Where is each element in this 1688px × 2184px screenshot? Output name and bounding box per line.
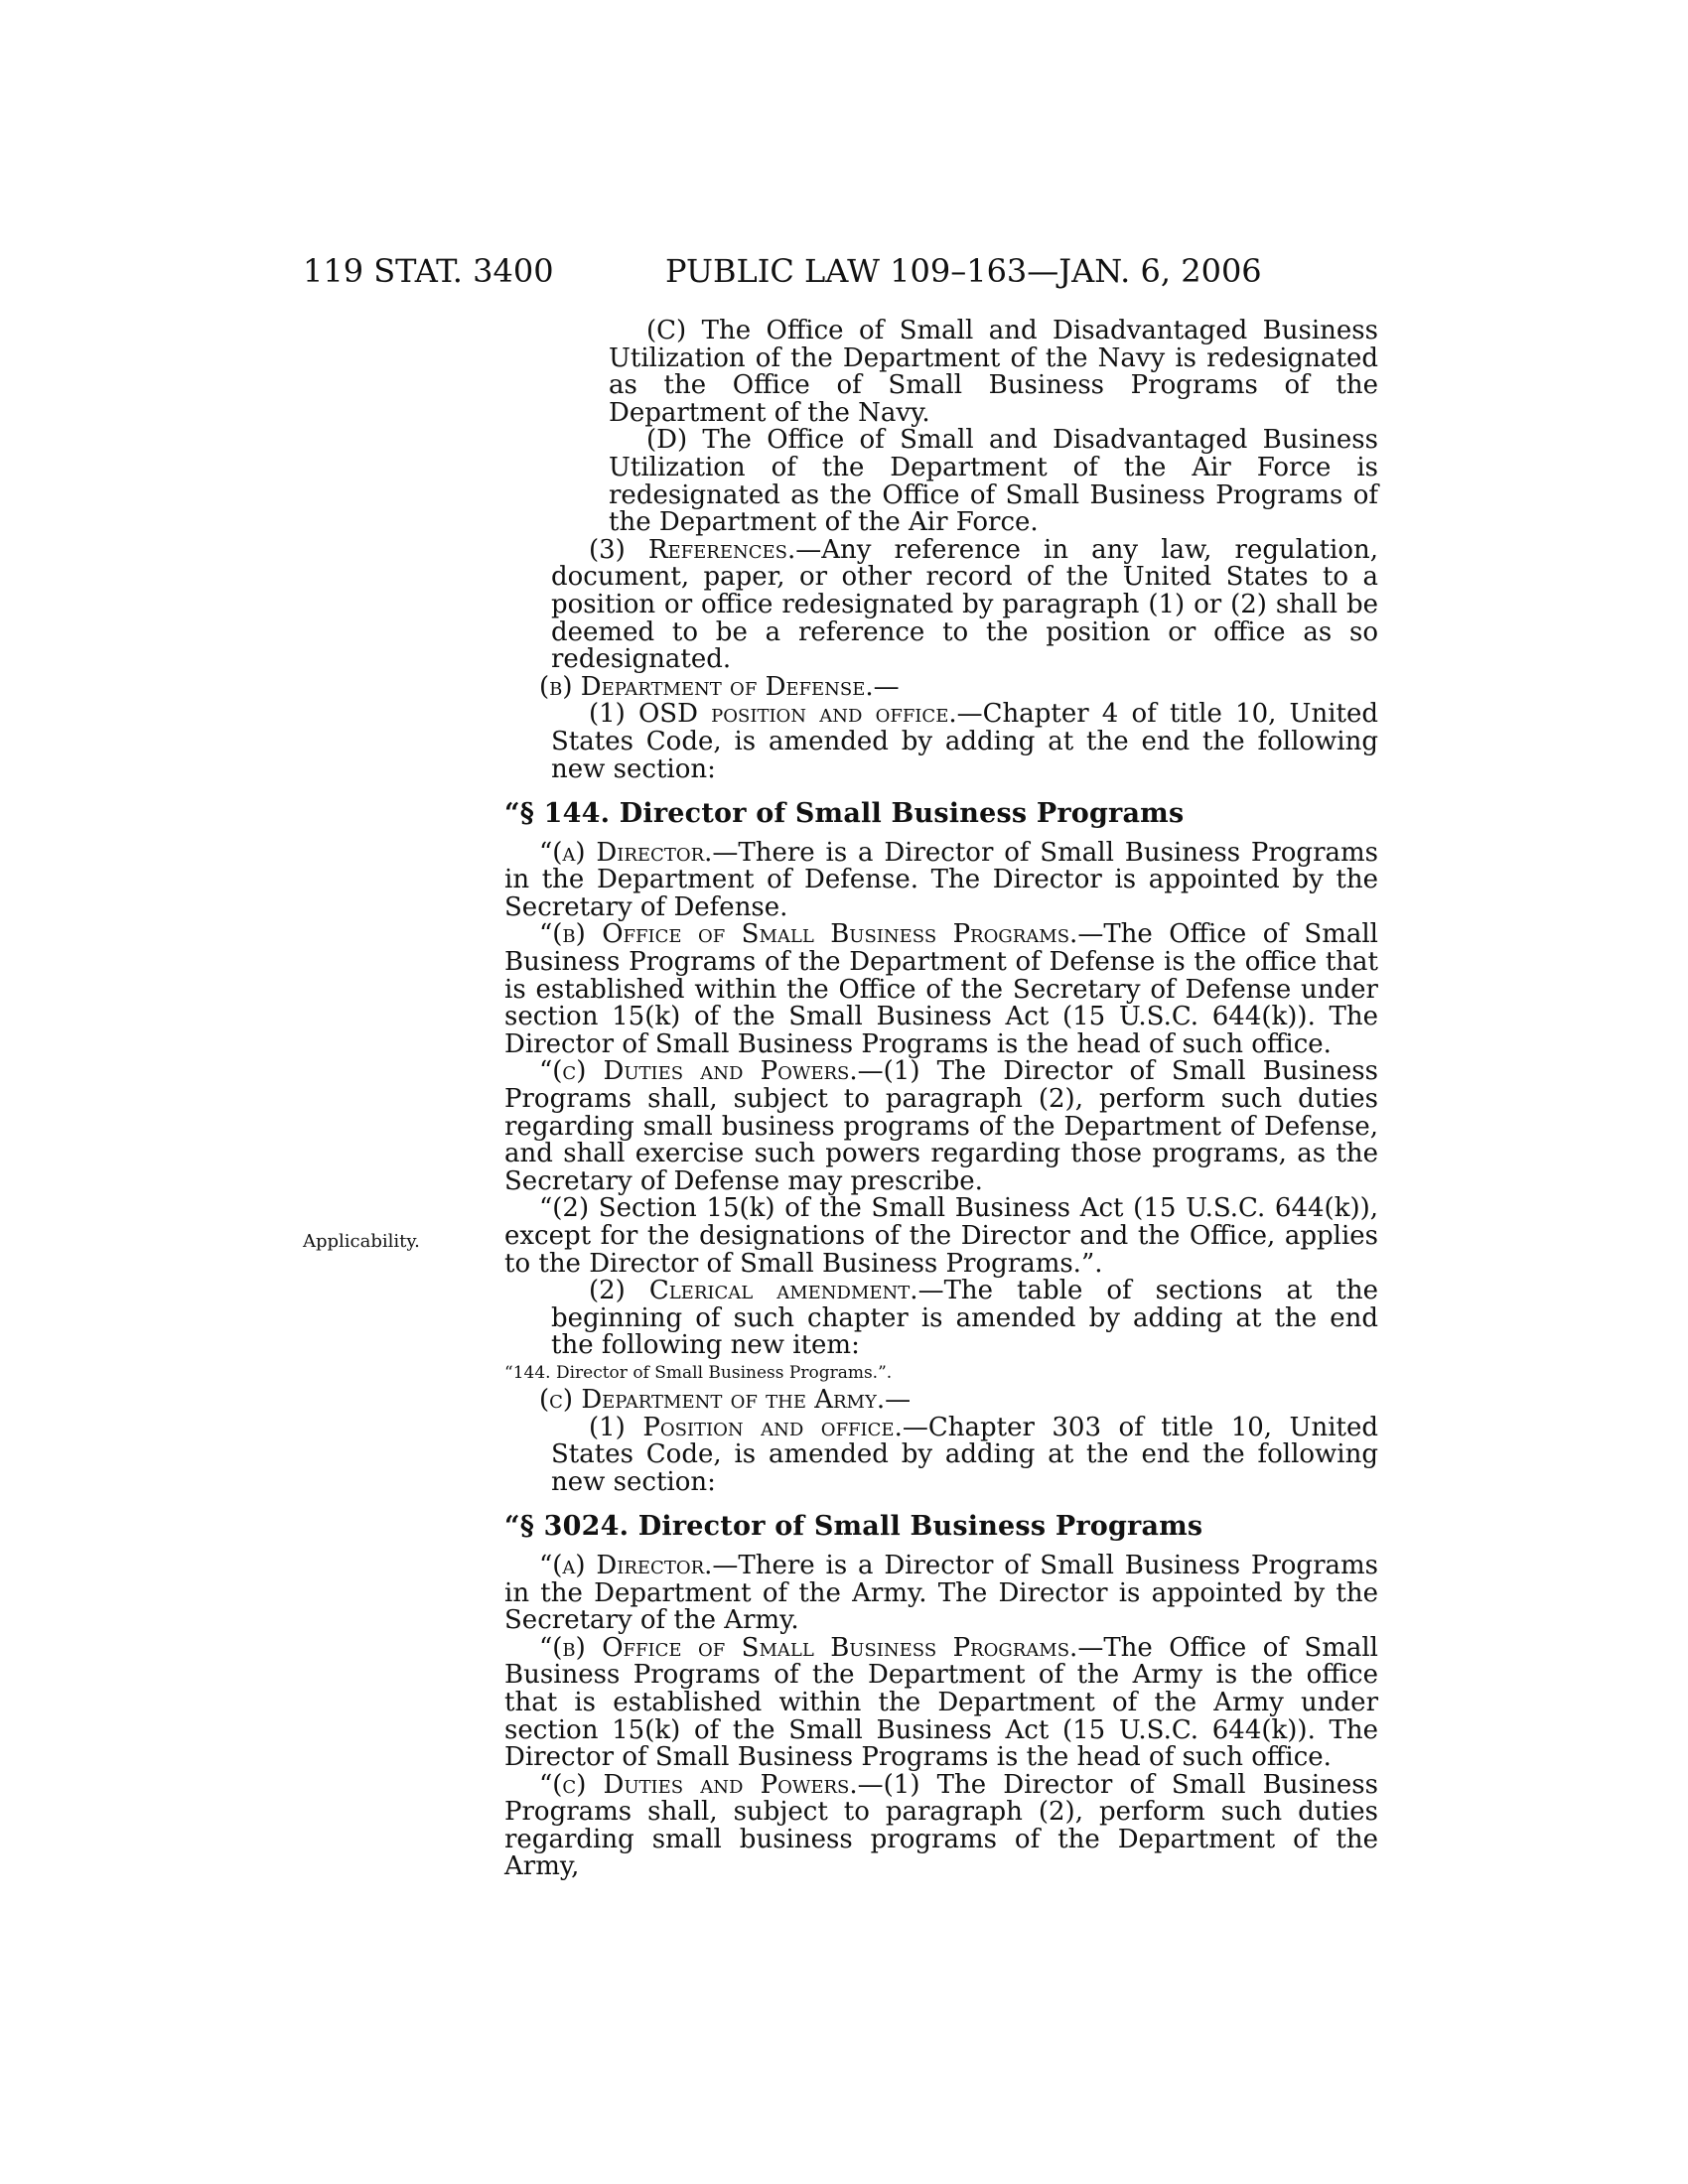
- paragraph: (1) OSD position and office.—Chapter 4 of title 10, United States Code, is amended by adding at the end the following new section:: [551, 699, 1378, 784]
- paragraph: “(2) Section 15(k) of the Small Business Act (15 U.S.C. 644(k)), except for the designations of the Director and the Office, applies to the Director of Small Business Programs.”.: [504, 1193, 1378, 1279]
- body-text: [504, 318, 1378, 1881]
- table-of-sections-item: “144. Director of Small Business Programs.”.: [504, 1362, 893, 1383]
- paragraph: (b) Department of Defense.—: [539, 671, 900, 702]
- paragraph: “(a) Director.—There is a Director of Small Business Programs in the Department of Defense. The Director is appointed by the Secretary of Defense.: [504, 837, 1379, 922]
- page-stat-number: 119 STAT. 3400: [303, 252, 554, 290]
- paragraph: “(a) Director.—There is a Director of Small Business Programs in the Department of the Army. The Director is appointed by the Secretary of the Army.: [504, 1550, 1379, 1636]
- margin-note: Applicability.: [303, 1231, 420, 1252]
- paragraph: (2) Clerical amendment.—The table of sections at the beginning of such chapter is amended by adding at the end the following new item:: [551, 1276, 1378, 1361]
- paragraph: “(c) Duties and Powers.—(1) The Director of Small Business Programs shall, subject to paragraph (2), perform such duties regarding small business programs of the Department of Defense, and shall exercise such powers regarding those programs, as the Secretary of Defense may prescribe.: [504, 1056, 1378, 1196]
- paragraph: “(b) Office of Small Business Programs.—The Office of Small Business Programs of the Department of Defense is the office that is established within the Office of the Secretary of Defense under section 15(k) of the Small Business Act (15 U.S.C. 644(k)). The Director of Small Business Programs is the head of such office.: [504, 919, 1378, 1059]
- paragraph: “(b) Office of Small Business Programs.—The Office of Small Business Programs of the Department of the Army is the office that is established within the Department of the Army under section 15(k) of the Small Business Act (15 U.S.C. 644(k)). The Director of Small Business Programs is the head of such office.: [504, 1632, 1378, 1773]
- paragraph: (1) Position and office.—Chapter 303 of title 10, United States Code, is amended by adding at the end the following new section:: [551, 1412, 1378, 1497]
- paragraph: (c) Department of the Army.—: [539, 1384, 912, 1415]
- section-heading: “§ 144. Director of Small Business Programs: [504, 798, 1185, 830]
- paragraph: “(c) Duties and Powers.—(1) The Director of Small Business Programs shall, subject to paragraph (2), perform such duties regarding small business programs of the Department of the Army,: [504, 1769, 1378, 1882]
- paragraph: (3) References.—Any reference in any law, regulation, document, paper, or other record of the United States to a position or office redesignated by paragraph (1) or (2) shall be deemed to be a reference to the position or office as so redesignated.: [551, 534, 1379, 675]
- paragraph: (C) The Office of Small and Disadvantaged Business Utilization of the Department of the Navy is redesignated as the Office of Small Business Programs of the Department of the Navy.: [609, 316, 1378, 428]
- paragraph: (D) The Office of Small and Disadvantaged Business Utilization of the Department of the Air Force is redesignated as the Office of Small Business Programs of the Department of the Air Force.: [609, 425, 1378, 538]
- section-heading: “§ 3024. Director of Small Business Programs: [504, 1511, 1203, 1543]
- running-header: PUBLIC LAW 109–163—JAN. 6, 2006: [665, 252, 1262, 290]
